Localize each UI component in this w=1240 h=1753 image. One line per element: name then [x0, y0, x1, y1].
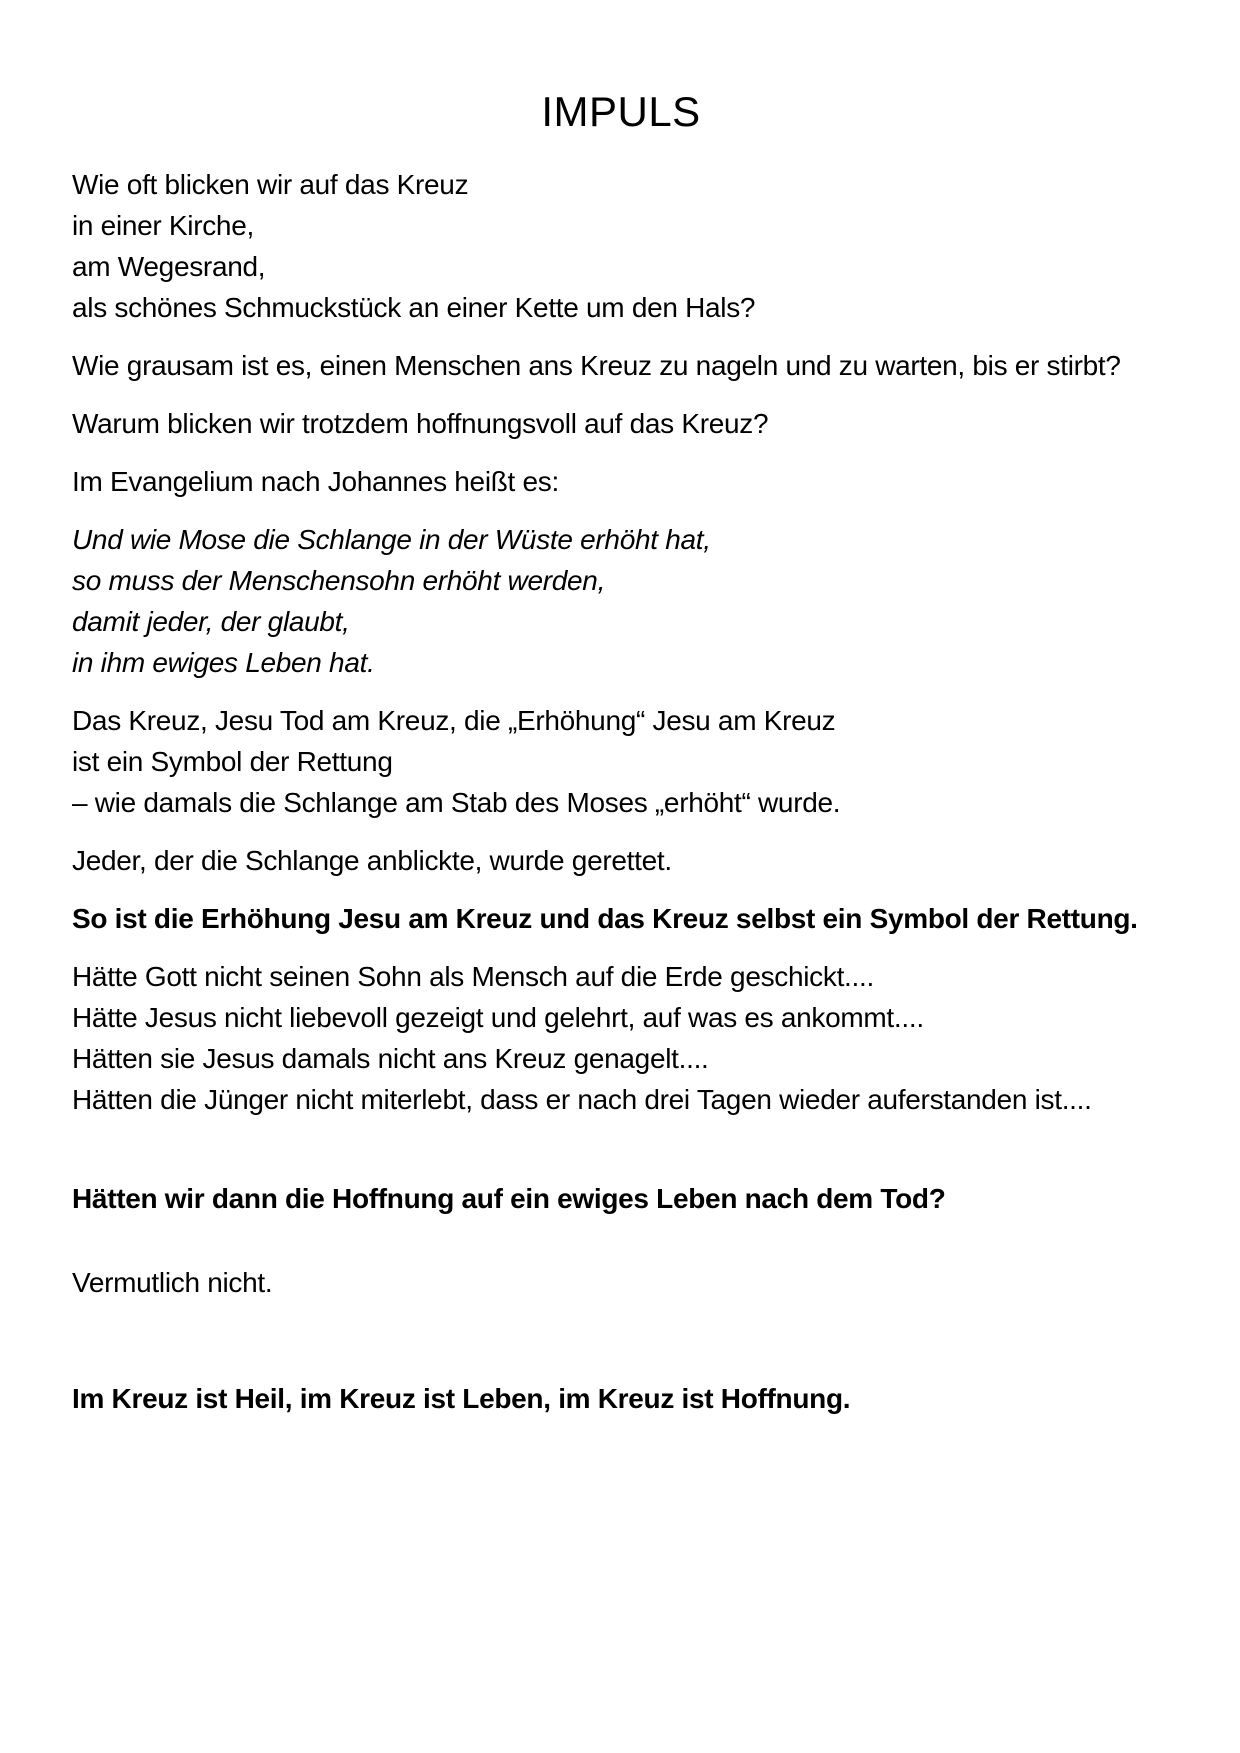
text-line: Hätten die Jünger nicht miterlebt, dass er nach drei Tagen wieder auferstanden ist....	[72, 1084, 1092, 1115]
text-line: am Wegesrand,	[72, 251, 266, 282]
para-warum	[72, 403, 1170, 444]
blank-line	[72, 1320, 1170, 1378]
document-title: IMPULS	[541, 88, 701, 135]
text-line: in ihm ewiges Leben hat.	[72, 647, 375, 678]
text-line: Vermutlich nicht.	[72, 1267, 273, 1298]
text-line: Das Kreuz, Jesu Tod am Kreuz, die „Erhöhung“ Jesu am Kreuz	[72, 705, 836, 736]
blank-line	[72, 1137, 1170, 1178]
para-vermutlich-nicht	[72, 1262, 1170, 1303]
text-line: ist ein Symbol der Rettung	[72, 746, 393, 777]
text-line: damit jeder, der glaubt,	[72, 606, 350, 637]
text-line: so muss der Menschensohn erhöht werden,	[72, 565, 606, 596]
text-line: Wie oft blicken wir auf das Kreuz	[72, 169, 469, 200]
para-grausam	[72, 345, 1170, 386]
text-line: Und wie Mose die Schlange in der Wüste erhöht hat,	[72, 524, 711, 555]
para-kreuz-blick	[72, 164, 1170, 328]
text-line: in einer Kirche,	[72, 210, 254, 241]
text-line: Hätten wir dann die Hoffnung auf ein ewiges Leben nach dem Tod?	[72, 1183, 946, 1214]
text-line: Warum blicken wir trotzdem hoffnungsvoll auf das Kreuz?	[72, 408, 769, 439]
text-line: Wie grausam ist es, einen Menschen ans Kreuz zu nageln und zu warten, bis er stirbt?	[72, 350, 1121, 381]
text-line: als schönes Schmuckstück an einer Kette um den Hals?	[72, 292, 756, 323]
statement-im-kreuz	[72, 1378, 1170, 1419]
text-line: Jeder, der die Schlange anblickte, wurde gerettet.	[72, 845, 672, 876]
statement-symbol-rettung	[72, 898, 1170, 939]
para-schlange-gerettet	[72, 840, 1170, 881]
text-line: Im Kreuz ist Heil, im Kreuz ist Leben, im Kreuz ist Hoffnung.	[72, 1383, 851, 1414]
text-line: So ist die Erhöhung Jesu am Kreuz und das Kreuz selbst ein Symbol der Rettung.	[72, 903, 1138, 934]
text-line: – wie damals die Schlange am Stab des Moses „erhöht“ wurde.	[72, 787, 841, 818]
text-line: Im Evangelium nach Johannes heißt es:	[72, 466, 559, 497]
text-line: Hätte Jesus nicht liebevoll gezeigt und gelehrt, auf was es ankommt....	[72, 1002, 924, 1033]
question-hoffnung	[72, 1178, 1170, 1219]
para-haette-aufzaehlung	[72, 956, 1170, 1120]
para-evangelium-intro	[72, 461, 1170, 502]
text-line: Hätte Gott nicht seinen Sohn als Mensch auf die Erde geschickt....	[72, 961, 874, 992]
para-erhoehung-symbol	[72, 700, 1170, 823]
text-line: Hätten sie Jesus damals nicht ans Kreuz genagelt....	[72, 1043, 709, 1074]
quote-johannes	[72, 519, 1170, 683]
blank-line	[72, 1236, 1170, 1262]
